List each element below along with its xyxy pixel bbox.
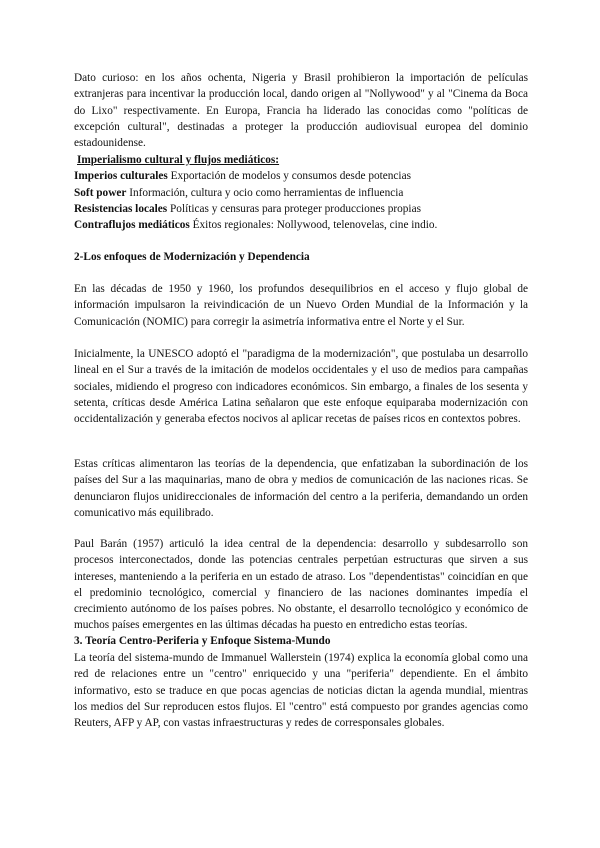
section-3-paragraph-1: La teoría del sistema-mundo de Immanuel Wallerstein (1974) explica la economía global como una red de relaciones entre un "centro" enriquecido y una "periferia" dependiente. En el ámbito informativo, esto se traduce en que pocas agencias de noticias dictan la agenda mundial, mientras los medios del Sur reproducen estos flujos. El "centro" está compuesto por grandes agencias como Reuters, AFP y AP, con vastas infraestructuras y redes de corresponsales globales.	[74, 652, 528, 730]
imperialism-term: Imperios culturales	[74, 170, 168, 183]
section-2-paragraph-4: Paul Barán (1957) articuló la idea central de la dependencia: desarrollo y subdesarrollo son procesos interconectados, donde las potencias centrales perpetúan estructuras que sirven a sus intereses, manteniendo a la periferia en un estado de atraso. Los "dependentistas" coincidían en que el predominio tecnológico, comercial y financiero de las naciones dominantes impedía el crecimiento autónomo de los países pobres. No obstante, el desarrollo tecnológico y económico de muchos países emergentes en las últimas décadas ha puesto en entredicho estas teorías.	[74, 538, 528, 632]
imperialism-desc: Políticas y censuras para proteger producciones propias	[170, 202, 421, 215]
intro-text: Dato curioso: en los años ochenta, Nigeria y Brasil prohibieron la importación de películas extranjeras para incentivar la producción local, dando origen al "Nollywood" y al "Cinema da Boca do Lixo" respectivamente. En Europa, Francia ha liderado las conocidas como "políticas de excepción cultural", destinadas a proteger la producción audiovisual europea del dominio estadounidense.	[74, 72, 528, 150]
intro-paragraph	[74, 70, 528, 151]
imperialism-item-4	[74, 217, 528, 233]
imperialism-term: Contraflujos mediáticos	[74, 219, 190, 232]
imperialism-item-1	[74, 168, 528, 184]
imperialism-term: Soft power	[74, 186, 127, 199]
imperialism-list	[74, 152, 528, 233]
imperialism-title: Imperialismo cultural y flujos mediáticos:	[77, 154, 280, 166]
section-3-title: 3. Teoría Centro-Periferia y Enfoque Sistema-Mundo	[74, 635, 331, 647]
imperialism-desc: Información, cultura y ocio como herramientas de influencia	[129, 186, 404, 199]
section-2-paragraph-3: Estas críticas alimentaron las teorías de la dependencia, que enfatizaban la subordinación de los países del Sur a las maquinarias, mano de obra y medios de comunicación de las naciones ricas. Se denunciaron flujos unidireccionales de información del centro a la periferia, demandando un orden comunicativo más equilibrado.	[74, 458, 528, 519]
section-2-paragraph-2: Inicialmente, la UNESCO adoptó el "paradigma de la modernización", que postulaba un desarrollo lineal en el Sur a través de la imitación de modelos occidentales y el uso de medios para campañas sociales, midiendo el progreso con indicadores económicos. Sin embargo, a finales de los sesenta y setenta, críticas desde América Latina señalaron que este enfoque equiparaba modernización con occidentalización y generaba efectos nocivos al aplicar recetas de países ricos en contextos pobres.	[74, 348, 528, 426]
imperialism-term: Resistencias locales	[74, 202, 168, 215]
imperialism-desc: Éxitos regionales: Nollywood, telenovelas, cine indio.	[192, 219, 438, 232]
section-2-title: 2-Los enfoques de Modernización y Dependencia	[74, 251, 310, 263]
imperialism-desc: Exportación de modelos y consumos desde potencias	[170, 170, 411, 183]
imperialism-item-2	[74, 185, 528, 201]
imperialism-item-3	[74, 201, 528, 217]
section-2-paragraph-1: En las décadas de 1950 y 1960, los profundos desequilibrios en el acceso y flujo global de información impulsaron la reivindicación de un Nuevo Orden Mundial de la Información y la Comunicación (NOMIC) para corregir la asimetría informativa entre el Norte y el Sur.	[74, 283, 528, 328]
